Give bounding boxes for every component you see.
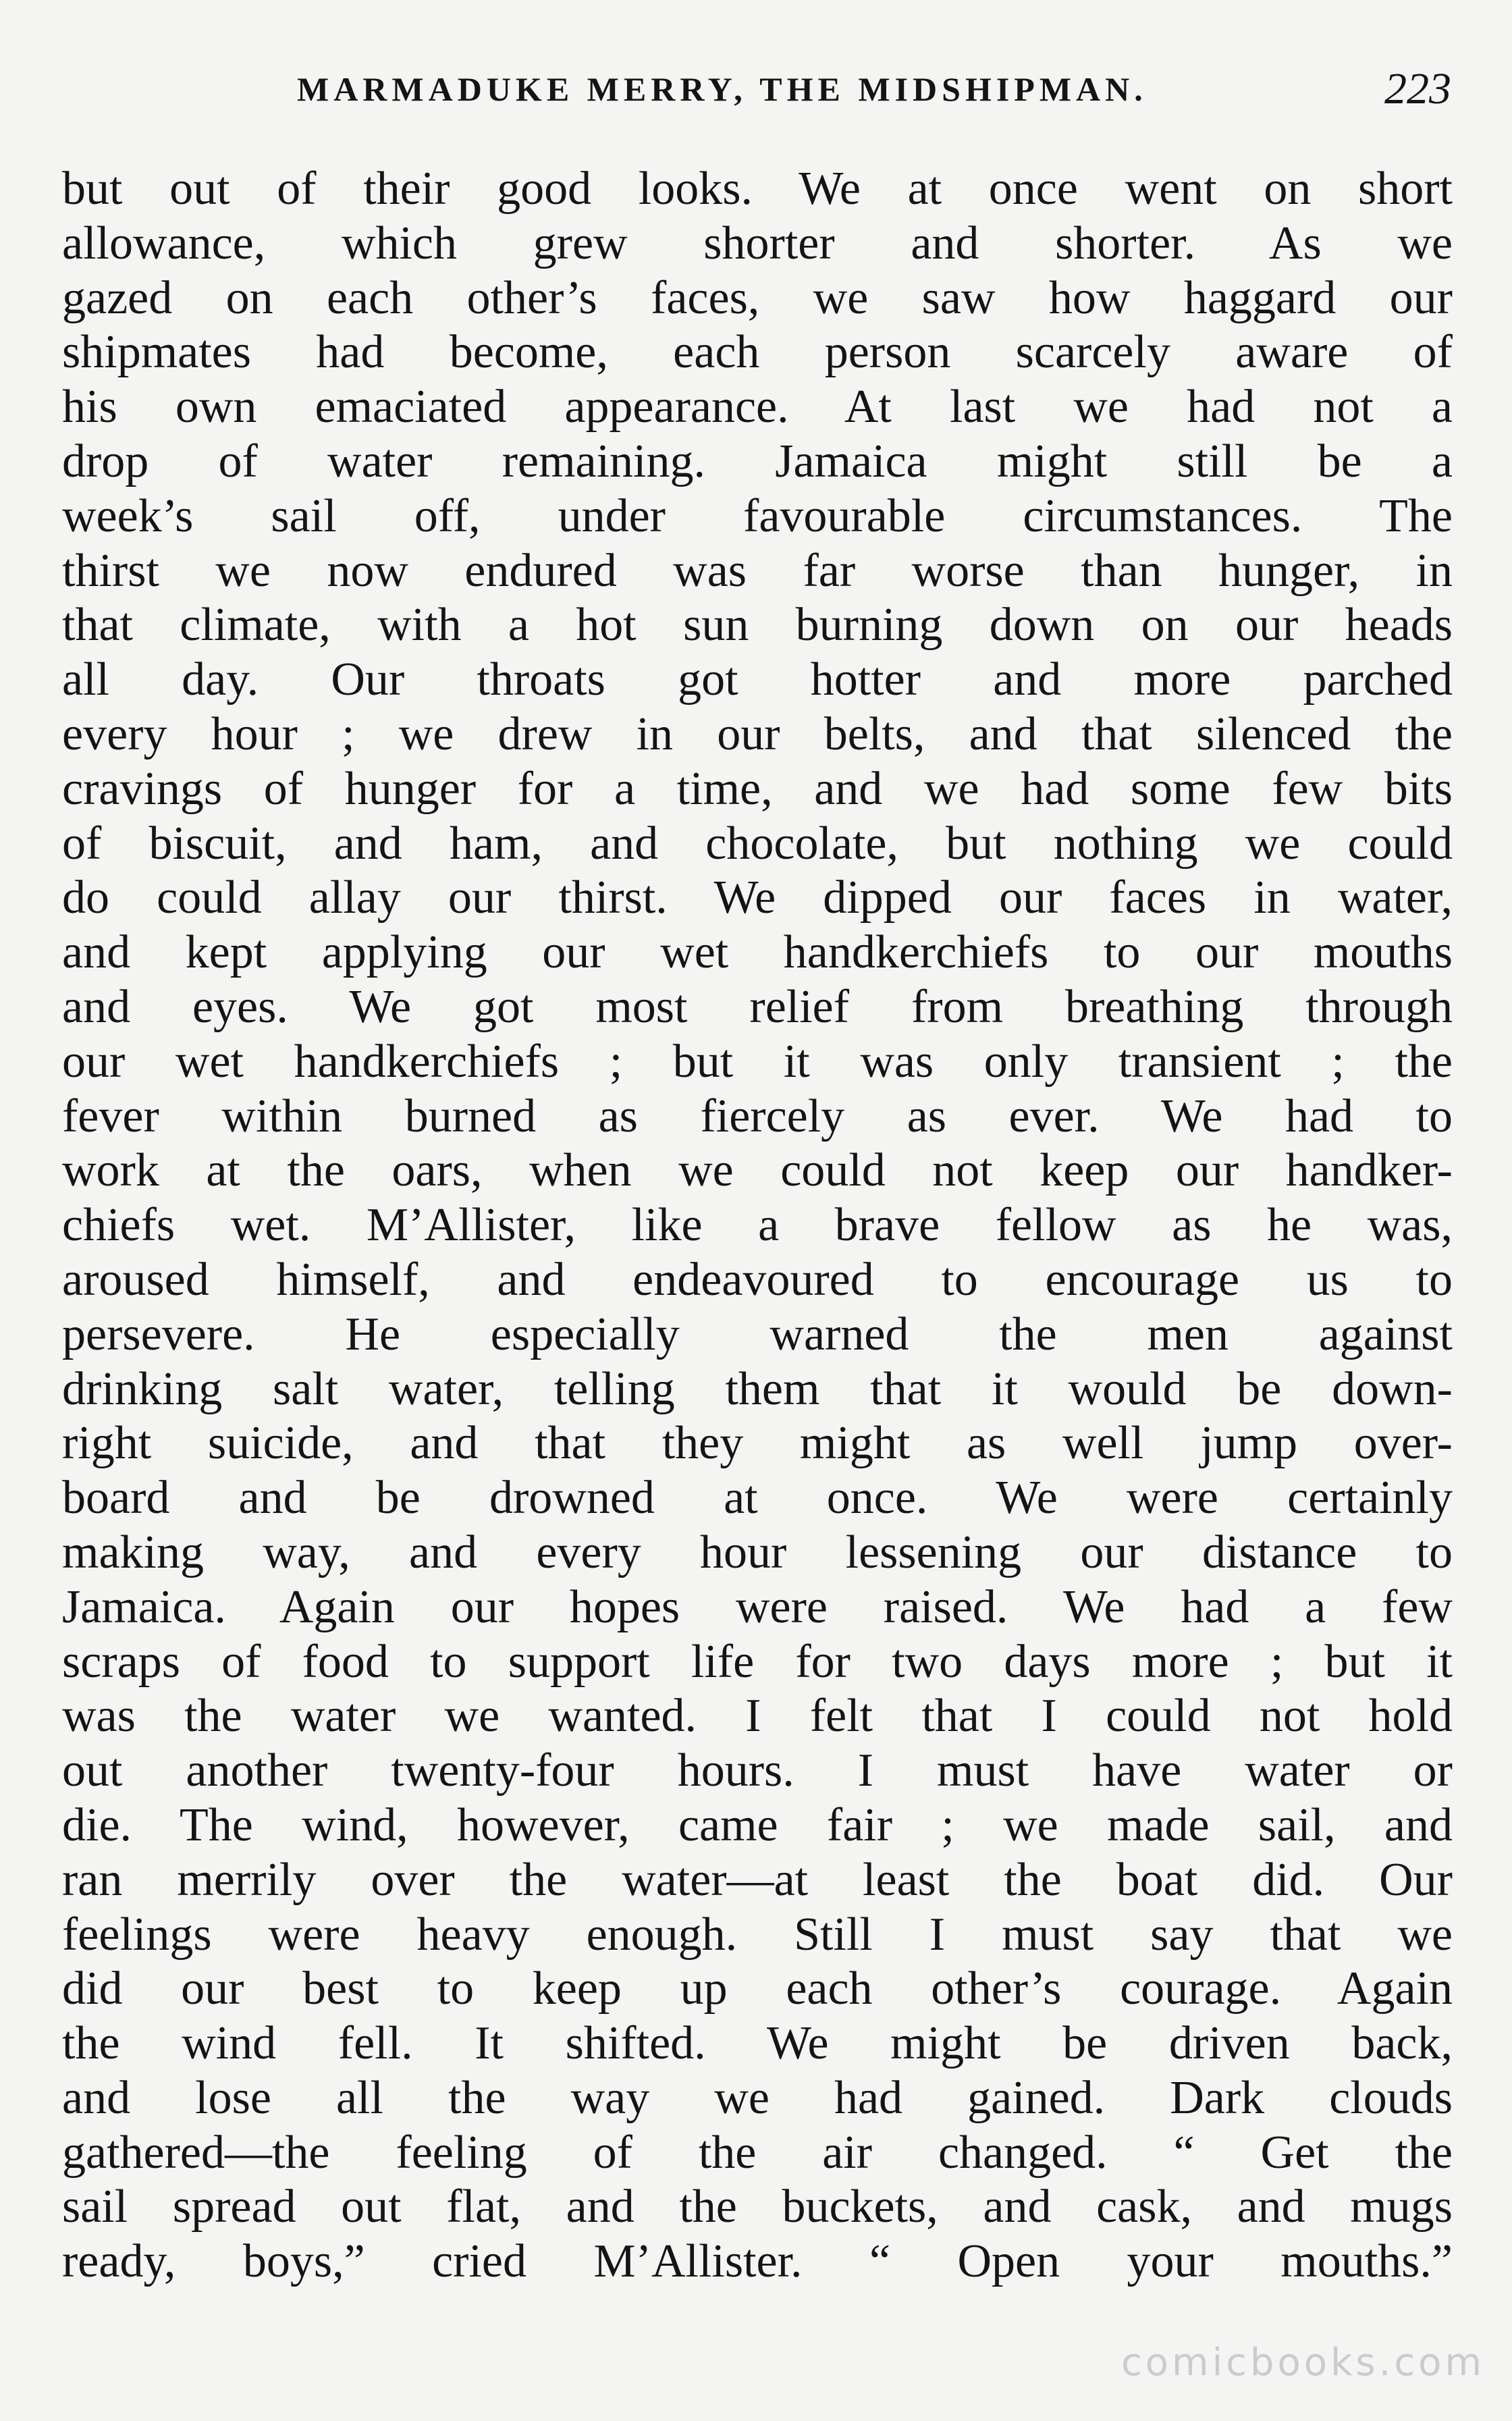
text-line: was the water we wanted. I felt that I could not hold [62, 1690, 1453, 1742]
text-line: of biscuit, and ham, and chocolate, but nothing we could [62, 817, 1453, 870]
text-line: allowance, which grew shorter and shorter. As we [62, 217, 1453, 269]
text-line: but out of their good looks. We at once went on short [62, 163, 1453, 215]
text-line: sail spread out flat, and the buckets, and cask, and mugs [62, 2181, 1453, 2233]
text-line: do could allay our thirst. We dipped our faces in water, [62, 872, 1453, 924]
text-line: gazed on each other’s faces, we saw how haggard our [62, 271, 1453, 324]
text-line: board and be drowned at once. We were certainly [62, 1472, 1453, 1524]
text-line: feelings were heavy enough. Still I must say that we [62, 1908, 1453, 1961]
text-line: and kept applying our wet handkerchiefs to our mouths [62, 926, 1453, 979]
text-line: our wet handkerchiefs ; but it was only transient ; the [62, 1035, 1453, 1088]
text-line: drinking salt water, telling them that it would be down- [62, 1362, 1453, 1415]
text-line: and lose all the way we had gained. Dark clouds [62, 2071, 1453, 2124]
text-line: gathered—the feeling of the air changed. “ Get the [62, 2126, 1453, 2179]
text-line: drop of water remaining. Jamaica might still be a [62, 435, 1453, 487]
text-line: aroused himself, and endeavoured to encourage us to [62, 1253, 1453, 1306]
text-line: ready, boys,” cried M’Allister. “ Open your mouths.” [62, 2235, 1453, 2288]
text-line: the wind fell. It shifted. We might be driven back, [62, 2017, 1453, 2070]
text-line: out another twenty-four hours. I must have water or [62, 1745, 1453, 1797]
page-number: 223 [1384, 64, 1451, 113]
text-line: work at the oars, when we could not keep our handker- [62, 1144, 1453, 1197]
text-line: scraps of food to support life for two days more ; but it [62, 1635, 1453, 1688]
text-line: shipmates had become, each person scarcely aware of [62, 326, 1453, 379]
text-line: every hour ; we drew in our belts, and that silenced the [62, 708, 1453, 760]
text-line: chiefs wet. M’Allister, like a brave fellow as he was, [62, 1199, 1453, 1252]
text-line: all day. Our throats got hotter and more parched [62, 654, 1453, 706]
site-watermark: comicbooks.com [1120, 2341, 1485, 2385]
text-line: cravings of hunger for a time, and we had some few bits [62, 762, 1453, 815]
body-text [62, 162, 1453, 2289]
text-line: fever within burned as fiercely as ever. We had to [62, 1090, 1453, 1142]
text-line: die. The wind, however, came fair ; we made sail, and [62, 1799, 1453, 1851]
text-line: his own emaciated appearance. At last we had not a [62, 381, 1453, 433]
running-title: MARMADUKE MERRY, THE MIDSHIPMAN. [297, 70, 1148, 108]
text-line: and eyes. We got most relief from breathing through [62, 980, 1453, 1033]
text-line: did our best to keep up each other’s courage. Again [62, 1963, 1453, 2015]
text-line: thirst we now endured was far worse than hunger, in [62, 544, 1453, 597]
text-line: Jamaica. Again our hopes were raised. We had a few [62, 1580, 1453, 1633]
text-line: persevere. He especially warned the men against [62, 1308, 1453, 1360]
text-line: that climate, with a hot sun burning down on our heads [62, 599, 1453, 651]
text-line: making way, and every hour lessening our distance to [62, 1526, 1453, 1578]
text-line: ran merrily over the water—at least the boat did. Our [62, 1853, 1453, 1906]
text-line: week’s sail off, under favourable circumstances. The [62, 489, 1453, 542]
text-line: right suicide, and that they might as well jump over- [62, 1417, 1453, 1470]
